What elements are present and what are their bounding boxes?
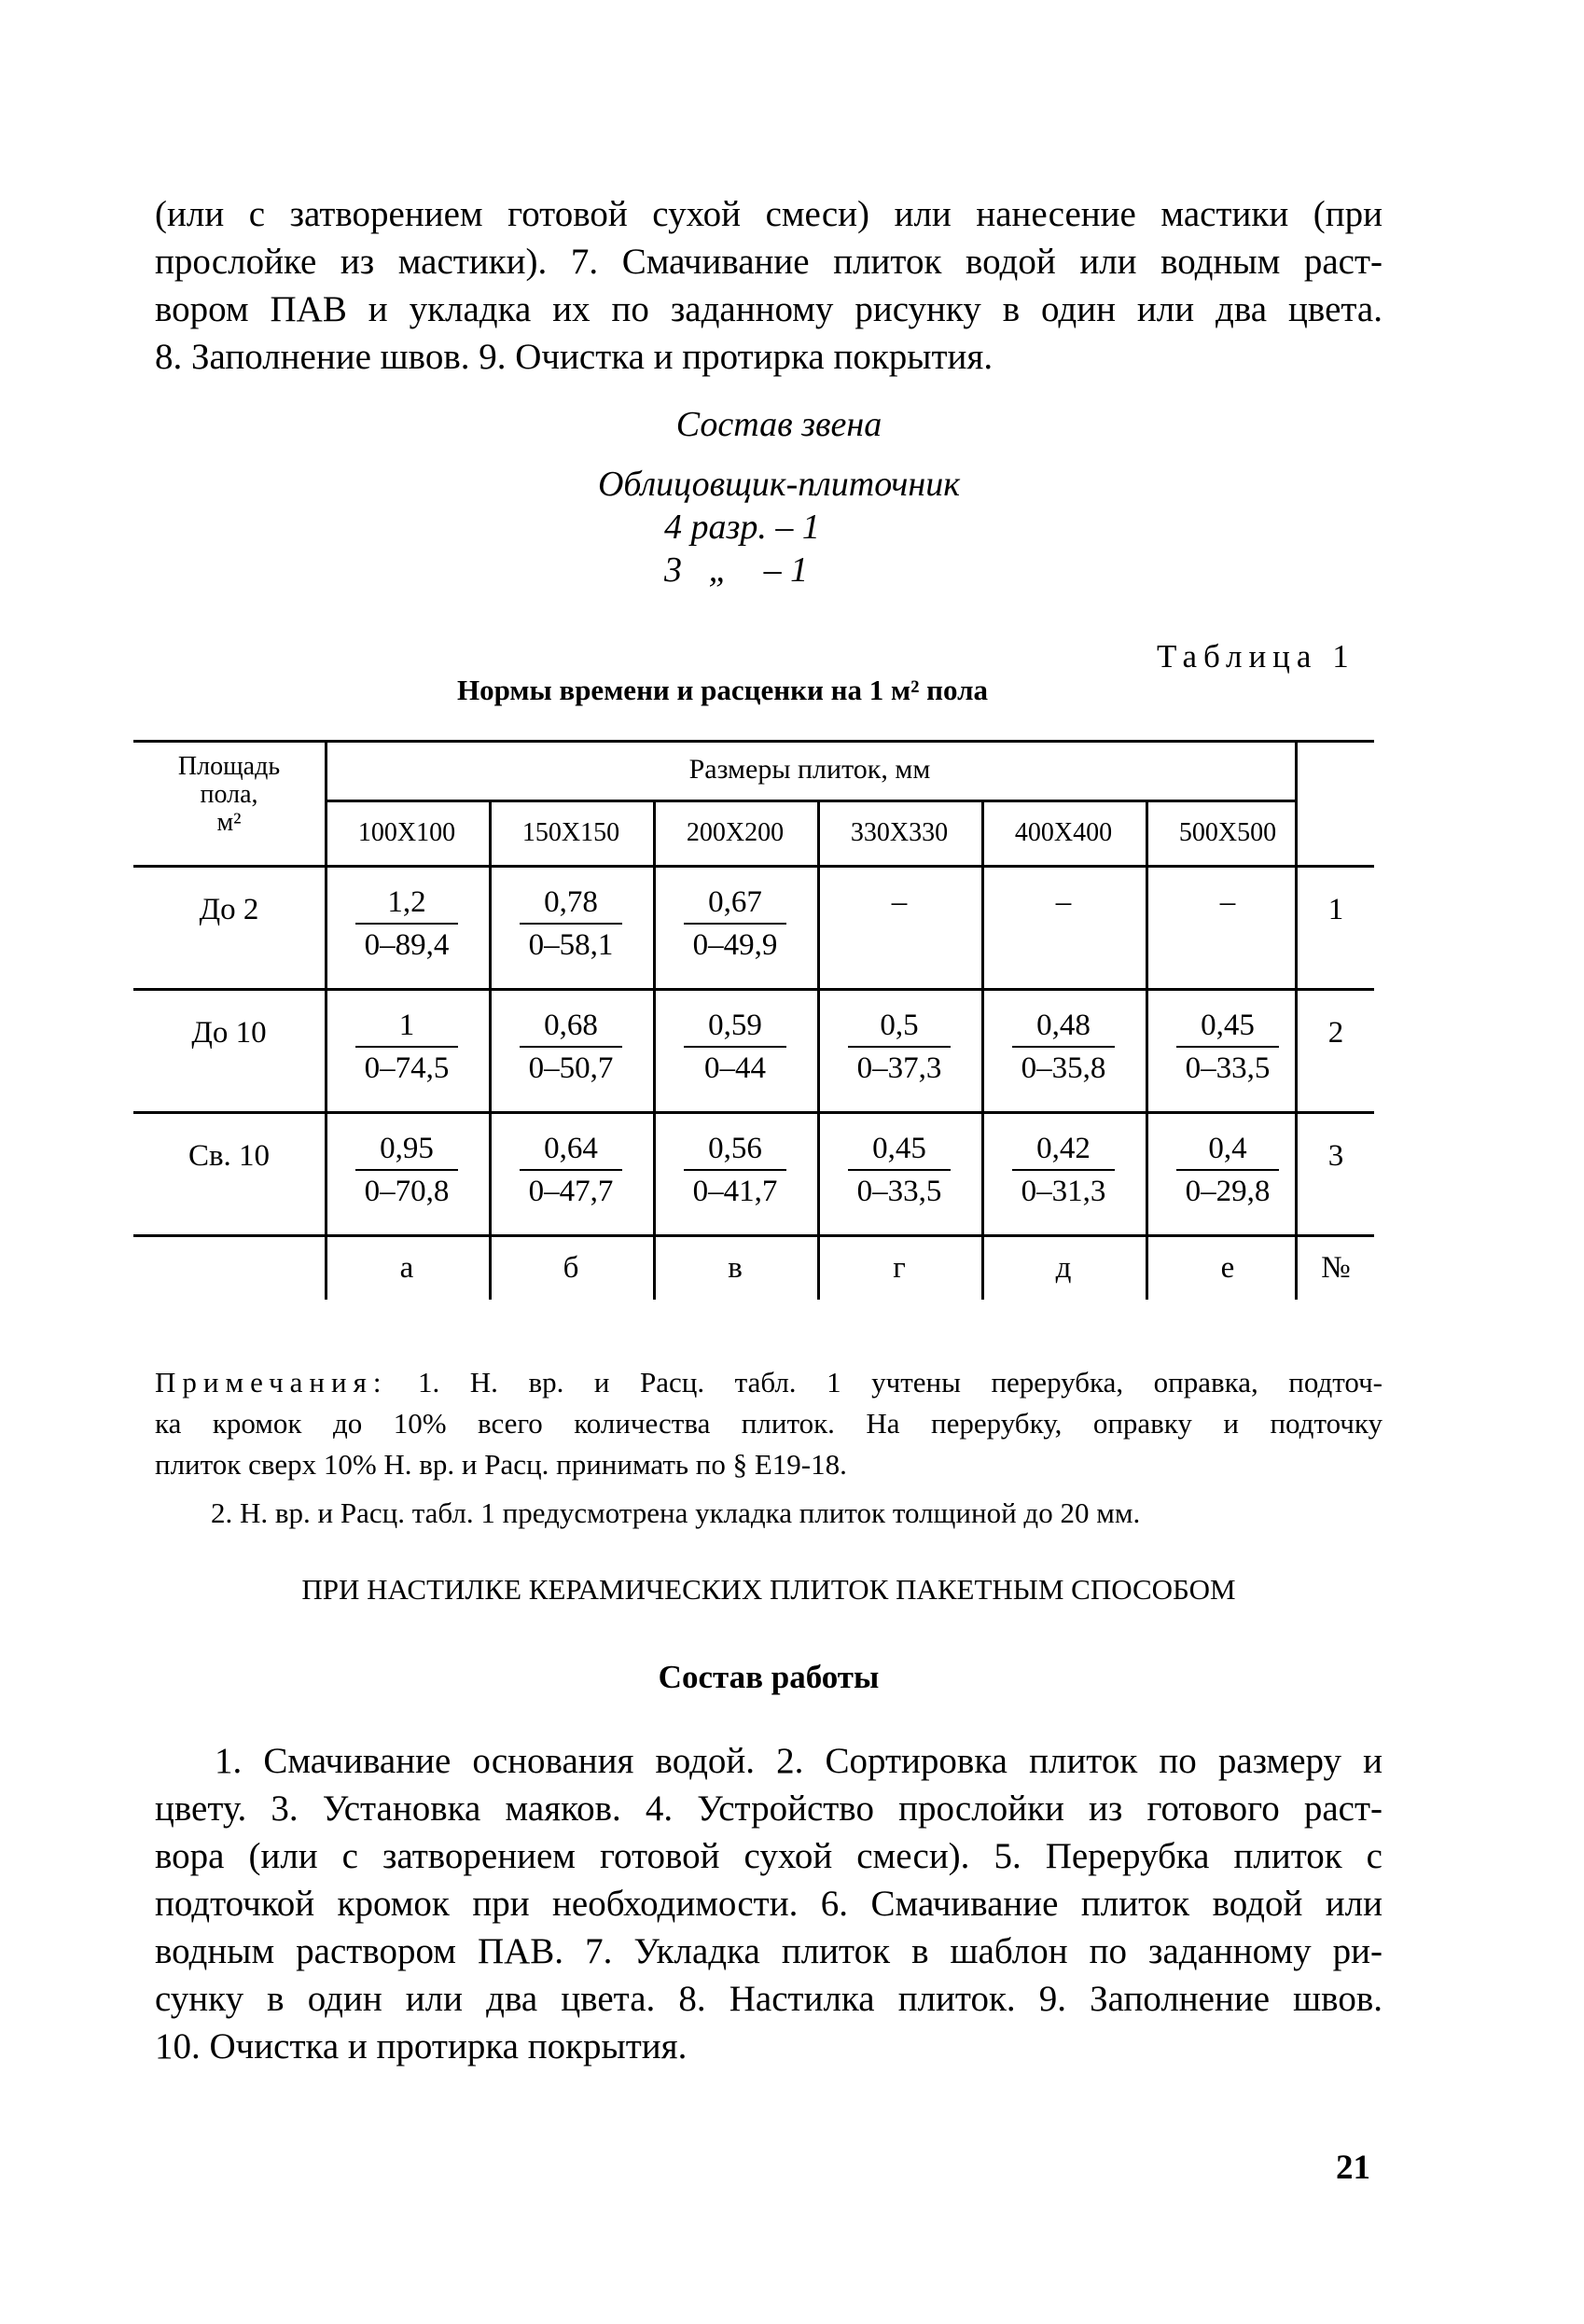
norm-cell <box>981 1128 1146 1212</box>
crew-line-4: 4 разр. – 1 <box>664 508 820 547</box>
intro-line: прослойке из мастики). 7. Смачивание плиток водой или водным раст- <box>155 242 1383 282</box>
work-title: Состав работы <box>658 1659 880 1695</box>
area-header-line: пола, <box>200 780 258 809</box>
intro-line: 8. Заполнение швов. 9. Очистка и протирка покрытия. <box>155 337 993 377</box>
size-header: 100Х100 <box>357 818 456 847</box>
work-line: сунку в один или два цвета. 8. Настилка плиток. 9. Заполнение швов. <box>155 1979 1383 2019</box>
intro-paragraph <box>155 190 1383 381</box>
rate: 0–33,5 <box>856 1175 942 1208</box>
table-header-subrule <box>325 800 1295 802</box>
work-line: водным раствором ПАВ. 7. Укладка плиток в шаблон по заданному ри- <box>155 1931 1383 1971</box>
area-header <box>133 753 325 837</box>
time-norm: 0,42 <box>1036 1132 1091 1165</box>
rate: 0–31,3 <box>1021 1175 1106 1208</box>
norm-cell <box>653 1128 817 1212</box>
work-line: вора (или с затворением готовой сухой смеси). 5. Перерубка плиток с <box>155 1836 1383 1876</box>
table-top-rule <box>133 740 1374 743</box>
row-number: 2 <box>1327 1016 1344 1050</box>
rate: 0–49,9 <box>692 928 778 962</box>
note-line: 2. Н. вр. и Расц. табл. 1 предусмотрена укладка плиток толщиной до 20 мм. <box>211 1496 1141 1529</box>
time-norm: 0,64 <box>544 1132 598 1165</box>
page-number: 21 <box>1336 2149 1370 2187</box>
column-letter: а <box>399 1251 414 1285</box>
row-number: 3 <box>1327 1139 1344 1173</box>
note-line: ка кромок до 10% всего количества плиток. На перерубку, оправку и подточку <box>155 1407 1383 1440</box>
row-area: До 10 <box>191 1016 267 1050</box>
time-norm: 0,95 <box>380 1132 434 1165</box>
norm-cell <box>489 1005 653 1089</box>
time-norm: 1,2 <box>387 885 426 919</box>
norm-cell <box>653 882 817 966</box>
norm-cell <box>817 1128 981 1212</box>
rate: 0–58,1 <box>528 928 614 962</box>
note-line: плиток сверх 10% Н. вр. и Расц. принимать по § Е19-18. <box>155 1448 847 1481</box>
rate: 0–44 <box>704 1051 766 1085</box>
norm-cell <box>817 1005 981 1089</box>
table-header-rule <box>133 865 1374 868</box>
time-norm: 0,45 <box>1201 1009 1255 1042</box>
row-area: Св. 10 <box>188 1139 271 1173</box>
norm-cell <box>653 1005 817 1089</box>
time-norm: 0,67 <box>708 885 762 919</box>
time-norm: 0,78 <box>544 885 598 919</box>
column-letter: г <box>893 1251 906 1285</box>
notes-label: Примечания: <box>155 1366 388 1399</box>
column-letter: е <box>1220 1251 1235 1285</box>
table-notes <box>155 1362 1383 1534</box>
work-paragraph <box>155 1737 1383 2070</box>
empty-cell-dash: – <box>891 885 908 919</box>
table-title: Нормы времени и расценки на 1 м² пола <box>457 674 988 706</box>
crew-role: Облицовщик-плиточник <box>597 465 961 504</box>
norms-table <box>133 740 1374 1300</box>
rate: 0–37,3 <box>856 1051 942 1085</box>
time-norm: 0,4 <box>1208 1132 1247 1165</box>
norm-cell <box>489 1128 653 1212</box>
number-column-label: № <box>1321 1251 1351 1285</box>
size-header: 400Х400 <box>1014 818 1113 847</box>
time-norm: 0,59 <box>708 1009 762 1042</box>
work-line: 10. Очистка и протирка покрытия. <box>155 2026 688 2067</box>
rate: 0–50,7 <box>528 1051 614 1085</box>
row-number: 1 <box>1327 893 1344 926</box>
column-letter: б <box>563 1251 579 1285</box>
intro-line: вором ПАВ и укладка их по заданному рисунку в один или два цвета. <box>155 289 1383 329</box>
row-area: До 2 <box>199 893 259 926</box>
empty-cell-dash: – <box>1055 885 1072 919</box>
time-norm: 0,48 <box>1036 1009 1091 1042</box>
crew-line-3: 3 „ – 1 <box>664 550 809 590</box>
norm-cell <box>981 1005 1146 1089</box>
work-line: подточкой кромок при необходимости. 6. Смачивание плиток водой или <box>155 1884 1383 1924</box>
time-norm: 0,68 <box>544 1009 598 1042</box>
table-row-rule <box>133 1234 1374 1237</box>
sizes-header: Размеры плиток, мм <box>688 754 931 785</box>
size-header: 330Х330 <box>850 818 949 847</box>
rate: 0–33,5 <box>1185 1051 1271 1085</box>
column-letter: д <box>1055 1251 1072 1285</box>
norm-cell <box>325 882 489 966</box>
section-heading: ПРИ НАСТИЛКЕ КЕРАМИЧЕСКИХ ПЛИТОК ПАКЕТНЫМ СПОСОБОМ <box>301 1573 1236 1606</box>
area-header-line: м² <box>216 808 242 837</box>
work-line: 1. Смачивание основания водой. 2. Сортировка плиток по размеру и <box>215 1741 1383 1781</box>
rate: 0–74,5 <box>364 1051 450 1085</box>
rate: 0–29,8 <box>1185 1175 1271 1208</box>
table-row-rule <box>133 1111 1374 1114</box>
work-line: цвету. 3. Установка маяков. 4. Устройство прослойки из готового раст- <box>155 1788 1383 1829</box>
norm-cell <box>325 1005 489 1089</box>
table-label: Таблица 1 <box>1157 638 1355 675</box>
size-header: 200Х200 <box>686 818 785 847</box>
norm-cell <box>325 1128 489 1212</box>
note-text: 1. Н. вр. и Расц. табл. 1 учтены перерубка, оправка, подточ- <box>387 1366 1383 1399</box>
crew-title: Состав звена <box>675 405 882 444</box>
rate: 0–47,7 <box>528 1175 614 1208</box>
time-norm: 0,56 <box>708 1132 762 1165</box>
size-header: 150Х150 <box>521 818 620 847</box>
time-norm: 0,45 <box>872 1132 926 1165</box>
rate: 0–70,8 <box>364 1175 450 1208</box>
norm-cell <box>1146 1128 1310 1212</box>
norm-cell <box>1146 1005 1310 1089</box>
rate: 0–41,7 <box>692 1175 778 1208</box>
rate: 0–89,4 <box>364 928 450 962</box>
size-header: 500Х500 <box>1178 818 1277 847</box>
area-header-line: Площадь <box>177 752 281 781</box>
table-row-rule <box>133 988 1374 991</box>
time-norm: 0,5 <box>880 1009 919 1042</box>
column-letter: в <box>728 1251 743 1285</box>
norm-cell <box>489 882 653 966</box>
time-norm: 1 <box>398 1009 415 1042</box>
rate: 0–35,8 <box>1021 1051 1106 1085</box>
empty-cell-dash: – <box>1219 885 1236 919</box>
intro-line: (или с затворением готовой сухой смеси) или нанесение мастики (при <box>155 194 1383 234</box>
note-line <box>155 1362 1383 1403</box>
